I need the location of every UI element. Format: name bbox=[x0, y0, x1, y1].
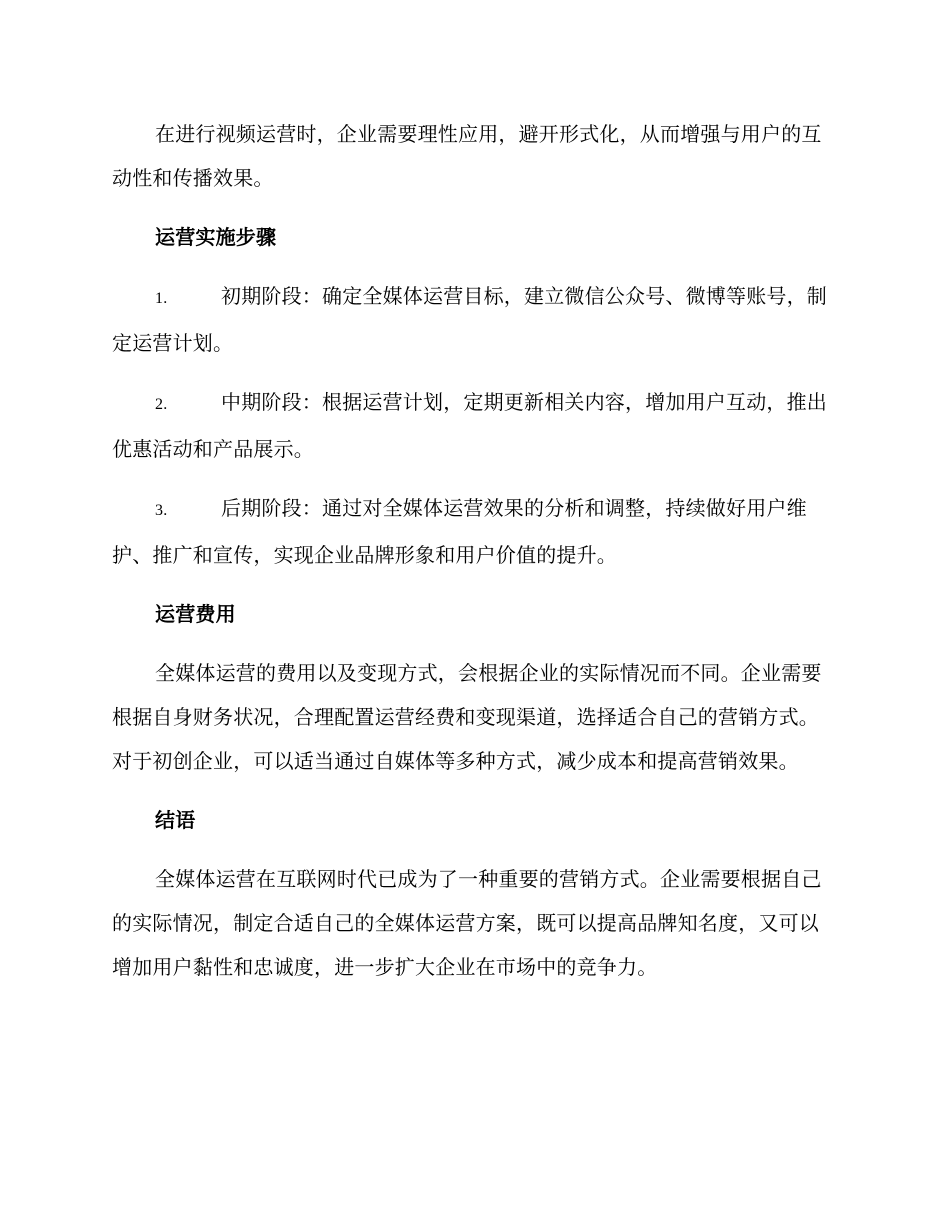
list-item bbox=[112, 486, 832, 577]
list-item-text: 中期阶段：根据运营计划，定期更新相关内容，增加用户互动，推出优惠活动和产品展示。 bbox=[112, 390, 827, 461]
document-page bbox=[112, 112, 832, 1004]
list-item-text: 后期阶段：通过对全媒体运营效果的分析和调整，持续做好用户维护、推广和宣传，实现企业品牌形象和用户价值的提升。 bbox=[112, 496, 807, 567]
steps-heading: 运营实施步骤 bbox=[155, 225, 277, 249]
list-item-number: 3. bbox=[155, 502, 168, 519]
cost-heading: 运营费用 bbox=[155, 602, 236, 626]
list-item-text: 初期阶段：确定全媒体运营目标，建立微信公众号、微博等账号，制定运营计划。 bbox=[112, 284, 827, 355]
list-item-number: 2. bbox=[155, 396, 168, 413]
conclusion-heading: 结语 bbox=[155, 808, 196, 832]
conclusion-paragraph: 全媒体运营在互联网时代已成为了一种重要的营销方式。企业需要根据自己的实际情况，制定合适自己的全媒体运营方案，既可以提高品牌知名度，又可以增加用户黏性和忠诚度，进一步扩大企业在市场中的竞争力。 bbox=[112, 867, 822, 979]
list-item-number: 1. bbox=[155, 290, 168, 307]
cost-paragraph: 全媒体运营的费用以及变现方式，会根据企业的实际情况而不同。企业需要根据自身财务状况，合理配置运营经费和变现渠道，选择适合自己的营销方式。对于初创企业，可以适当通过自媒体等多种方式，减少成本和提高营销效果。 bbox=[112, 661, 822, 773]
list-item bbox=[112, 274, 832, 365]
intro-paragraph: 在进行视频运营时，企业需要理性应用，避开形式化，从而增强与用户的互动性和传播效果。 bbox=[112, 122, 822, 190]
list-item bbox=[112, 380, 832, 471]
